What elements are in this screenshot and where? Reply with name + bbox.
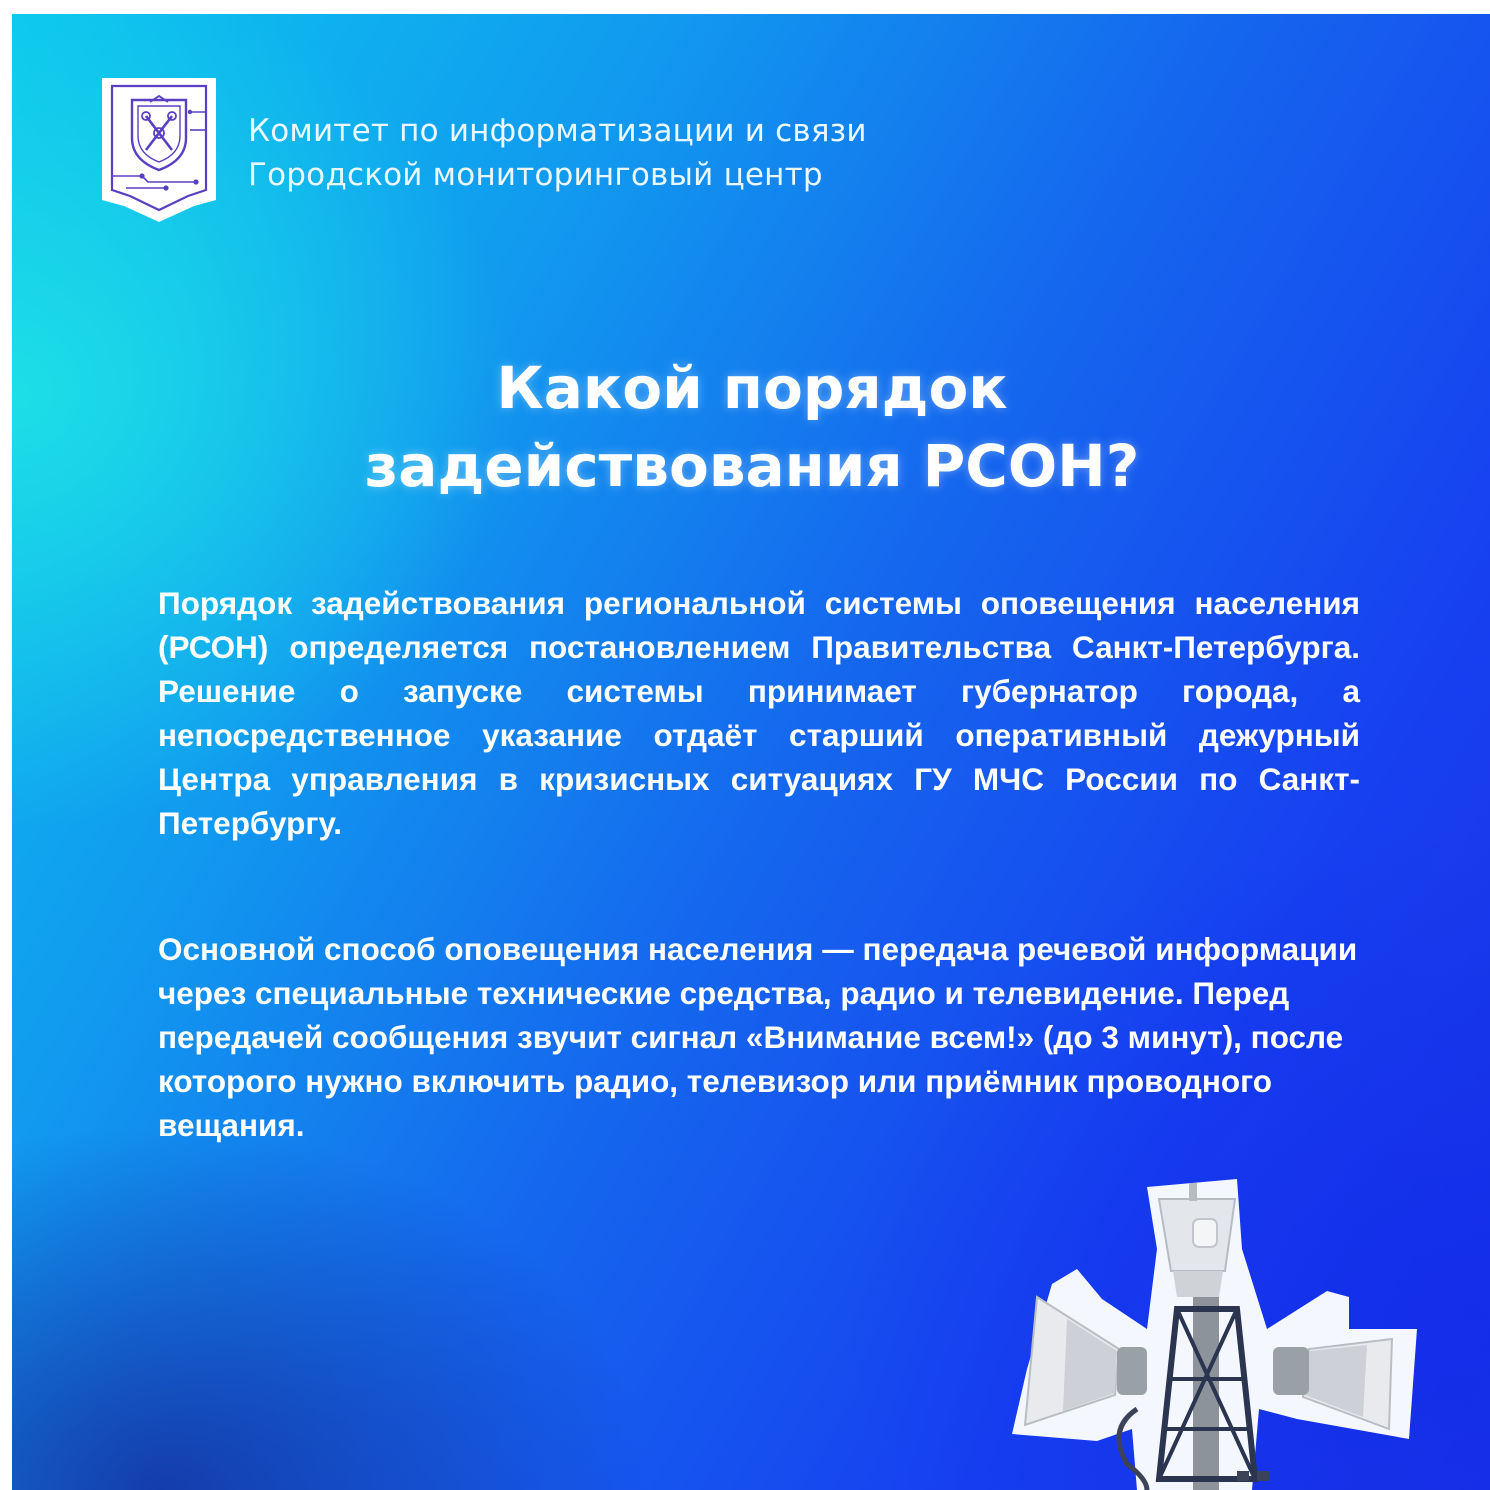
page-title	[152, 349, 1352, 505]
title-line-2: задействования РСОН?	[364, 432, 1140, 500]
organization-name	[248, 109, 867, 197]
title-line-1: Какой порядок	[496, 354, 1008, 422]
org-line-monitoring-center: Городской мониторинговый центр	[248, 157, 823, 193]
paragraph-notification-method: Основной способ оповещения населения — передача речевой информации через специальные технические средства, радио и телевидение. Перед передачей сообщения звучит сигнал «Внимание всем!» (до 3 минут), после которого нужно включить радио, телевизор или приёмник проводного вещания.	[158, 931, 1358, 1143]
org-line-committee: Комитет по информатизации и связи	[248, 113, 867, 149]
paragraph-procedure: Порядок задействования региональной системы оповещения населения (РСОН) определяется постановлением Правительства Санкт-Петербурга. Решение о запуске системы принимает губернатор города, а непосредственное указание отдаёт старший оперативный дежурный Центра управления в кризисных ситуациях ГУ МЧС России по Санкт-Петербургу.	[158, 585, 1360, 841]
info-card	[12, 14, 1490, 1490]
city-coat-of-arms-shield-icon	[96, 72, 222, 230]
loudspeaker-siren-icon	[997, 1179, 1417, 1490]
